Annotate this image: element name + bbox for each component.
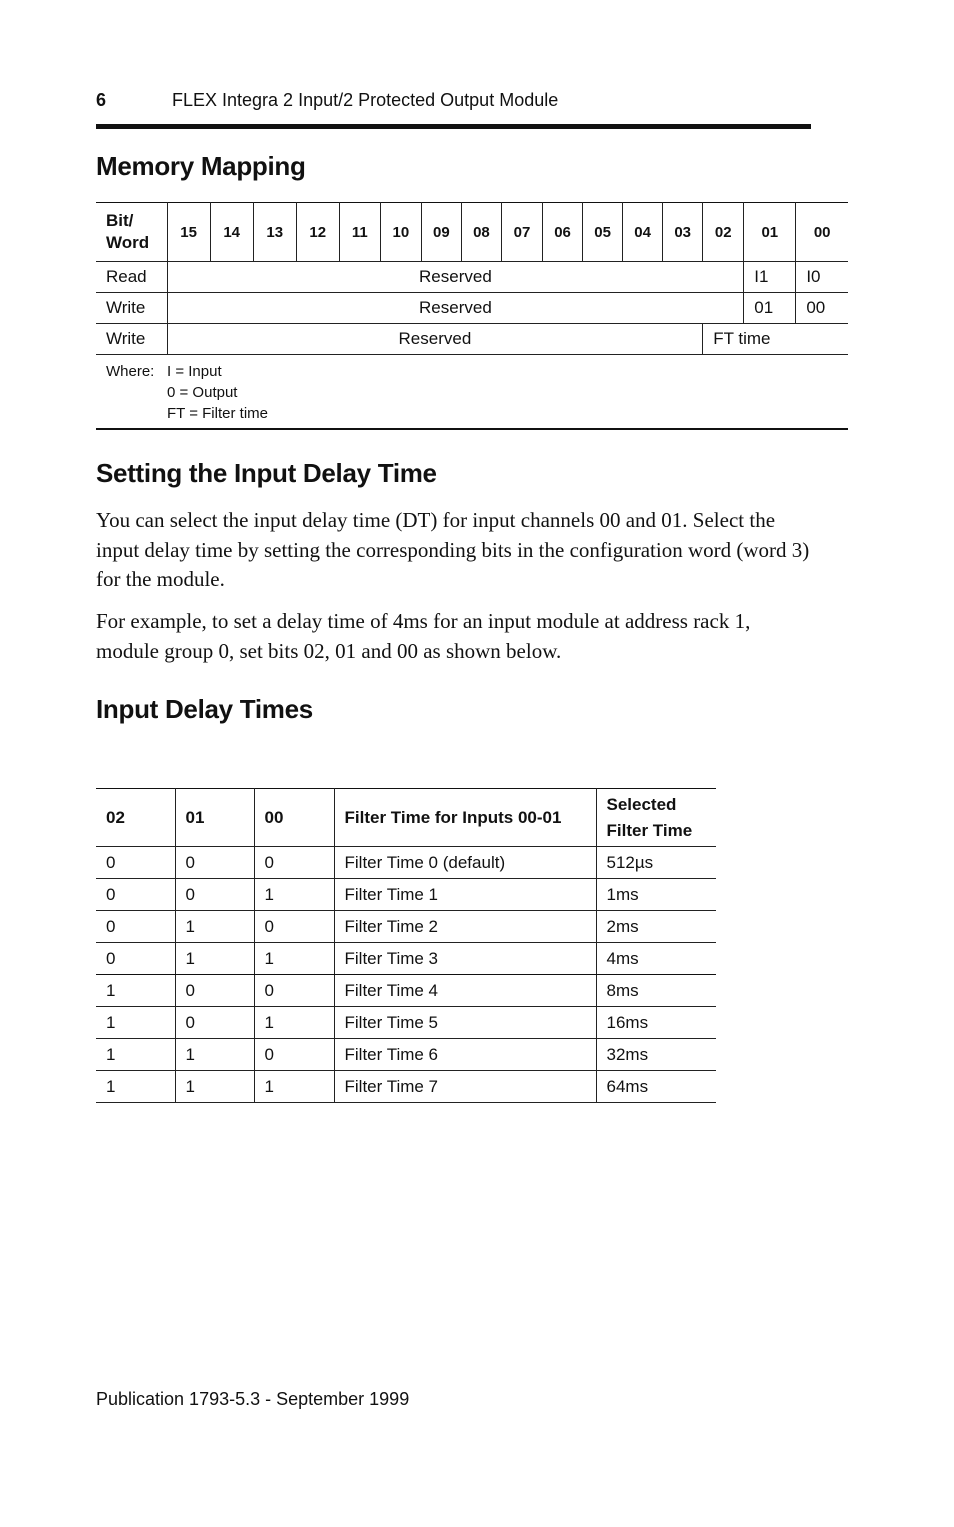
row-label: Write: [96, 324, 167, 355]
table-row: [96, 975, 716, 1007]
filter-time-name: Filter Time 3: [334, 943, 596, 975]
where-items: [167, 361, 268, 424]
legend-item: FT = Filter time: [167, 405, 268, 422]
bit-01-cell: 01: [744, 293, 796, 324]
bit-01-value: 1: [175, 1039, 254, 1071]
bit-00-value: 0: [254, 975, 334, 1007]
bit-header-10: 10: [380, 203, 421, 262]
reserved-cell: Reserved: [167, 262, 744, 293]
bit-00-value: 1: [254, 1071, 334, 1103]
filter-time-name: Filter Time 5: [334, 1007, 596, 1039]
bit-01-value: 0: [175, 879, 254, 911]
input-delay-times-heading: Input Delay Times: [96, 694, 313, 724]
memory-map-row: [96, 293, 848, 324]
setting-delay-paragraph-1: You can select the input delay time (DT) for input channels 00 and 01. Select the input delay time by setting the corresponding bits in the configuration word (word 3) for the module.: [96, 508, 810, 591]
bit-header-03: 03: [663, 203, 703, 262]
filter-time-name: Filter Time 7: [334, 1071, 596, 1103]
bit-02-value: 0: [96, 847, 175, 879]
bit-02-value: 1: [96, 975, 175, 1007]
bit-header-14: 14: [210, 203, 253, 262]
table-row: [96, 879, 716, 911]
filter-time-name: Filter Time 4: [334, 975, 596, 1007]
row-label: Write: [96, 293, 167, 324]
table-row: [96, 1007, 716, 1039]
bit-header-15: 15: [167, 203, 210, 262]
delay-table-body: [96, 847, 716, 1103]
reserved-cell: Reserved: [167, 293, 744, 324]
table-row: [96, 847, 716, 879]
bit-00-cell: I0: [796, 262, 848, 293]
bit-02-value: 0: [96, 879, 175, 911]
bit-01-value: 1: [175, 943, 254, 975]
header-filter-time: Filter Time for Inputs 00-01: [334, 789, 596, 847]
filter-time-name: Filter Time 1: [334, 879, 596, 911]
bit-01-value: 1: [175, 911, 254, 943]
selected-filter-time: 8ms: [596, 975, 716, 1007]
memory-map-header-row: [96, 203, 848, 262]
bit-02-value: 1: [96, 1071, 175, 1103]
header-bit-01: 01: [175, 789, 254, 847]
input-delay-times-table: [96, 788, 716, 1103]
bit-01-value: 0: [175, 1007, 254, 1039]
bit-00-value: 0: [254, 847, 334, 879]
bit-00-value: 1: [254, 1007, 334, 1039]
table-row: [96, 911, 716, 943]
bit-header-11: 11: [339, 203, 380, 262]
filter-time-name: Filter Time 6: [334, 1039, 596, 1071]
selected-filter-time: 16ms: [596, 1007, 716, 1039]
bit-header-06: 06: [543, 203, 583, 262]
bit-word-header: Bit/ Word: [96, 203, 167, 262]
memory-mapping-heading: Memory Mapping: [96, 151, 306, 181]
bit-00-value: 0: [254, 911, 334, 943]
bit-02-value: 0: [96, 943, 175, 975]
table-row: [96, 943, 716, 975]
selected-filter-time: 4ms: [596, 943, 716, 975]
selected-filter-time: 2ms: [596, 911, 716, 943]
bit-02-value: 0: [96, 911, 175, 943]
bit-01-value: 0: [175, 975, 254, 1007]
setting-delay-paragraph-2: For example, to set a delay time of 4ms for an input module at address rack 1, module group 0, set bits 02, 01 and 00 as shown below.: [96, 609, 751, 663]
bit-02-value: 1: [96, 1039, 175, 1071]
bit-header-09: 09: [421, 203, 461, 262]
bit-00-cell: 00: [796, 293, 848, 324]
bit-header-01: 01: [744, 203, 796, 262]
selected-filter-time: 32ms: [596, 1039, 716, 1071]
header-bit-00: 00: [254, 789, 334, 847]
document-title: FLEX Integra 2 Input/2 Protected Output Module: [172, 90, 559, 110]
setting-delay-heading: Setting the Input Delay Time: [96, 458, 437, 488]
bit-header-07: 07: [501, 203, 542, 262]
header-bit-02: 02: [96, 789, 175, 847]
publication-footer: Publication 1793-5.3 - September 1999: [96, 1389, 410, 1409]
selected-filter-time: 64ms: [596, 1071, 716, 1103]
reserved-cell: Reserved: [167, 324, 703, 355]
where-label: Where:: [106, 363, 155, 380]
bit-00-value: 0: [254, 1039, 334, 1071]
bit-01-value: 0: [175, 847, 254, 879]
bit-01-cell: I1: [744, 262, 796, 293]
bit-00-value: 1: [254, 943, 334, 975]
memory-map-row: [96, 262, 848, 293]
selected-filter-time: 1ms: [596, 879, 716, 911]
bit-header-04: 04: [623, 203, 663, 262]
bit-01-value: 1: [175, 1071, 254, 1103]
table-row: [96, 1071, 716, 1103]
header-selected-filter-time: Selected Filter Time: [596, 789, 716, 847]
bit-header-00: 00: [796, 203, 848, 262]
bit-header-13: 13: [253, 203, 296, 262]
bit-02-value: 1: [96, 1007, 175, 1039]
memory-map-legend: [96, 355, 848, 430]
delay-table-header-row: [96, 789, 716, 847]
table-row: [96, 1039, 716, 1071]
bit-header-02: 02: [703, 203, 744, 262]
memory-map-row: [96, 324, 848, 355]
filter-time-name: Filter Time 0 (default): [334, 847, 596, 879]
ft-time-cell: FT time: [703, 324, 848, 355]
legend-item: 0 = Output: [167, 384, 238, 401]
legend-item: I = Input: [167, 363, 222, 380]
bit-header-05: 05: [583, 203, 623, 262]
page-number: 6: [96, 90, 107, 110]
bit-00-value: 1: [254, 879, 334, 911]
memory-map-table: [96, 202, 848, 430]
filter-time-name: Filter Time 2: [334, 911, 596, 943]
selected-filter-time: 512µs: [596, 847, 716, 879]
row-label: Read: [96, 262, 167, 293]
header-rule: [96, 124, 811, 129]
bit-header-12: 12: [296, 203, 339, 262]
bit-header-08: 08: [461, 203, 501, 262]
